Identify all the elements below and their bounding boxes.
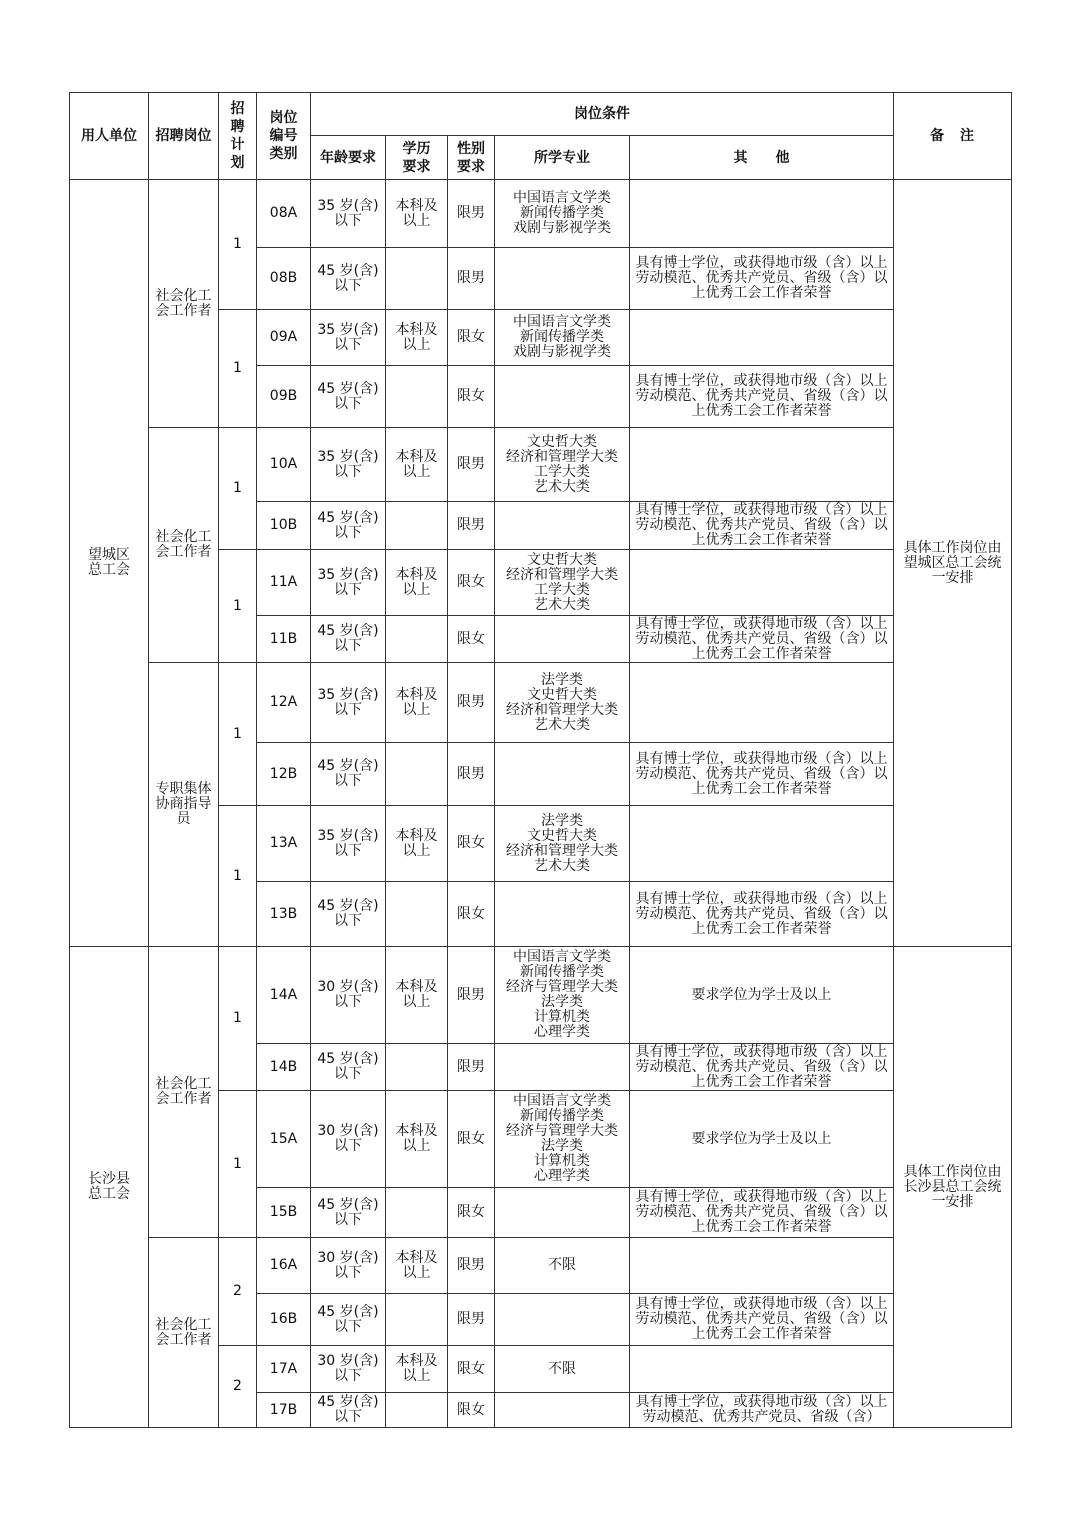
gender-cell: 限男 (448, 947, 495, 1044)
table-row (70, 180, 1012, 248)
plan-cell: 1 (219, 310, 257, 428)
other-cell (630, 428, 894, 502)
age-cell: 45 岁(含) 以下 (311, 1393, 386, 1428)
gender-cell: 限女 (448, 882, 495, 947)
header-position: 招聘岗位 (149, 93, 219, 180)
edu-cell (386, 1044, 448, 1091)
major-cell (495, 1393, 630, 1428)
major-cell: 中国语言文学类 新闻传播学类 经济与管理学大类 法学类 计算机类 心理学类 (495, 947, 630, 1044)
plan-cell: 1 (219, 947, 257, 1091)
gender-cell: 限女 (448, 1393, 495, 1428)
code-cell: 11B (257, 616, 311, 663)
major-cell: 文史哲大类 经济和管理学大类 工学大类 艺术大类 (495, 550, 630, 616)
code-cell: 10B (257, 502, 311, 550)
gender-cell: 限女 (448, 1346, 495, 1393)
major-cell (495, 502, 630, 550)
other-cell: 具有博士学位，或获得地市级（含）以上劳动模范、优秀共产党员、省级（含）以上优秀工会工作者荣誉 (630, 882, 894, 947)
gender-cell: 限男 (448, 502, 495, 550)
header-major: 所学专业 (495, 136, 630, 180)
major-cell (495, 1044, 630, 1091)
major-cell: 中国语言文学类 新闻传播学类 经济与管理学大类 法学类 计算机类 心理学类 (495, 1091, 630, 1188)
table-row (70, 663, 1012, 743)
edu-cell (386, 248, 448, 310)
code-cell: 14A (257, 947, 311, 1044)
gender-cell: 限女 (448, 1188, 495, 1238)
other-cell: 具有博士学位，或获得地市级（含）以上劳动模范、优秀共产党员、省级（含）以上优秀工会工作者荣誉 (630, 248, 894, 310)
age-cell: 35 岁(含) 以下 (311, 663, 386, 743)
other-cell: 具有博士学位，或获得地市级（含）以上劳动模范、优秀共产党员、省级（含）以上优秀工会工作者荣誉 (630, 616, 894, 663)
major-cell: 文史哲大类 经济和管理学大类 工学大类 艺术大类 (495, 428, 630, 502)
gender-cell: 限男 (448, 663, 495, 743)
other-cell: 要求学位为学士及以上 (630, 947, 894, 1044)
code-cell: 09A (257, 310, 311, 366)
age-cell: 30 岁(含) 以下 (311, 1238, 386, 1294)
age-cell: 45 岁(含) 以下 (311, 248, 386, 310)
other-cell: 具有博士学位，或获得地市级（含）以上劳动模范、优秀共产党员、省级（含）以上优秀工会工作者荣誉 (630, 1294, 894, 1346)
code-cell: 16B (257, 1294, 311, 1346)
major-cell: 中国语言文学类 新闻传播学类 戏剧与影视学类 (495, 180, 630, 248)
age-cell: 35 岁(含) 以下 (311, 428, 386, 502)
age-cell: 45 岁(含) 以下 (311, 882, 386, 947)
age-cell: 35 岁(含) 以下 (311, 180, 386, 248)
code-cell: 16A (257, 1238, 311, 1294)
plan-cell: 1 (219, 550, 257, 663)
gender-cell: 限男 (448, 428, 495, 502)
edu-cell (386, 366, 448, 428)
age-cell: 45 岁(含) 以下 (311, 502, 386, 550)
plan-cell: 2 (219, 1346, 257, 1428)
age-cell: 35 岁(含) 以下 (311, 310, 386, 366)
major-cell (495, 1294, 630, 1346)
code-cell: 11A (257, 550, 311, 616)
code-cell: 09B (257, 366, 311, 428)
header-edu: 学历 要求 (386, 136, 448, 180)
edu-cell: 本科及 以上 (386, 806, 448, 882)
major-cell: 中国语言文学类 新闻传播学类 戏剧与影视学类 (495, 310, 630, 366)
major-cell (495, 1188, 630, 1238)
other-cell: 具有博士学位，或获得地市级（含）以上劳动模范、优秀共产党员、省级（含）以上优秀工会工作者荣誉 (630, 743, 894, 806)
edu-cell: 本科及 以上 (386, 428, 448, 502)
edu-cell: 本科及 以上 (386, 947, 448, 1044)
edu-cell (386, 1294, 448, 1346)
other-cell (630, 806, 894, 882)
plan-cell: 1 (219, 806, 257, 947)
position-cell: 社会化工 会工作者 (149, 180, 219, 428)
gender-cell: 限男 (448, 743, 495, 806)
plan-cell: 1 (219, 428, 257, 550)
age-cell: 45 岁(含) 以下 (311, 1188, 386, 1238)
edu-cell (386, 1188, 448, 1238)
position-cell: 社会化工 会工作者 (149, 1238, 219, 1428)
edu-cell: 本科及 以上 (386, 663, 448, 743)
gender-cell: 限男 (448, 1044, 495, 1091)
plan-cell: 1 (219, 180, 257, 310)
code-cell: 10A (257, 428, 311, 502)
major-cell (495, 366, 630, 428)
age-cell: 30 岁(含) 以下 (311, 947, 386, 1044)
header-age: 年龄要求 (311, 136, 386, 180)
major-cell: 法学类 文史哲大类 经济和管理学大类 艺术大类 (495, 663, 630, 743)
other-cell: 具有博士学位，或获得地市级（含）以上劳动模范、优秀共产党员、省级（含） (630, 1393, 894, 1428)
major-cell (495, 743, 630, 806)
remark-cell: 具体工作岗位由 望城区总工会统 一安排 (894, 180, 1012, 947)
header-unit: 用人单位 (70, 93, 149, 180)
gender-cell: 限女 (448, 806, 495, 882)
plan-cell: 2 (219, 1238, 257, 1346)
header-code: 岗位 编号 类别 (257, 93, 311, 180)
position-cell: 专职集体 协商指导 员 (149, 663, 219, 947)
edu-cell (386, 502, 448, 550)
age-cell: 45 岁(含) 以下 (311, 1294, 386, 1346)
major-cell: 法学类 文史哲大类 经济和管理学大类 艺术大类 (495, 806, 630, 882)
other-cell: 具有博士学位，或获得地市级（含）以上劳动模范、优秀共产党员、省级（含）以上优秀工会工作者荣誉 (630, 502, 894, 550)
other-cell: 具有博士学位，或获得地市级（含）以上劳动模范、优秀共产党员、省级（含）以上优秀工会工作者荣誉 (630, 1188, 894, 1238)
gender-cell: 限女 (448, 366, 495, 428)
other-cell: 具有博士学位，或获得地市级（含）以上劳动模范、优秀共产党员、省级（含）以上优秀工会工作者荣誉 (630, 1044, 894, 1091)
edu-cell: 本科及 以上 (386, 1238, 448, 1294)
age-cell: 45 岁(含) 以下 (311, 366, 386, 428)
edu-cell (386, 743, 448, 806)
unit-cell: 望城区 总工会 (70, 180, 149, 947)
other-cell: 具有博士学位，或获得地市级（含）以上劳动模范、优秀共产党员、省级（含）以上优秀工会工作者荣誉 (630, 366, 894, 428)
header-plan: 招 聘 计 划 (219, 93, 257, 180)
header-conditions: 岗位条件 (311, 93, 894, 136)
edu-cell (386, 882, 448, 947)
age-cell: 35 岁(含) 以下 (311, 550, 386, 616)
gender-cell: 限男 (448, 1238, 495, 1294)
other-cell (630, 1346, 894, 1393)
edu-cell: 本科及 以上 (386, 1346, 448, 1393)
gender-cell: 限男 (448, 180, 495, 248)
age-cell: 45 岁(含) 以下 (311, 616, 386, 663)
edu-cell: 本科及 以上 (386, 310, 448, 366)
gender-cell: 限女 (448, 1091, 495, 1188)
position-cell: 社会化工 会工作者 (149, 428, 219, 663)
age-cell: 30 岁(含) 以下 (311, 1346, 386, 1393)
table-row (70, 1238, 1012, 1294)
table-row (70, 947, 1012, 1044)
code-cell: 13B (257, 882, 311, 947)
other-cell (630, 550, 894, 616)
code-cell: 17A (257, 1346, 311, 1393)
plan-cell: 1 (219, 1091, 257, 1238)
edu-cell: 本科及 以上 (386, 1091, 448, 1188)
code-cell: 08A (257, 180, 311, 248)
code-cell: 17B (257, 1393, 311, 1428)
gender-cell: 限男 (448, 248, 495, 310)
age-cell: 45 岁(含) 以下 (311, 1044, 386, 1091)
edu-cell: 本科及 以上 (386, 180, 448, 248)
code-cell: 08B (257, 248, 311, 310)
plan-cell: 1 (219, 663, 257, 806)
other-cell (630, 310, 894, 366)
header-remark: 备 注 (894, 93, 1012, 180)
code-cell: 12A (257, 663, 311, 743)
other-cell (630, 1238, 894, 1294)
gender-cell: 限男 (448, 1294, 495, 1346)
code-cell: 15B (257, 1188, 311, 1238)
unit-cell: 长沙县 总工会 (70, 947, 149, 1428)
table-row (70, 428, 1012, 502)
major-cell: 不限 (495, 1346, 630, 1393)
age-cell: 45 岁(含) 以下 (311, 743, 386, 806)
other-cell (630, 180, 894, 248)
code-cell: 12B (257, 743, 311, 806)
code-cell: 14B (257, 1044, 311, 1091)
major-cell: 不限 (495, 1238, 630, 1294)
recruitment-table (69, 92, 1012, 1428)
other-cell: 要求学位为学士及以上 (630, 1091, 894, 1188)
edu-cell: 本科及 以上 (386, 550, 448, 616)
edu-cell (386, 1393, 448, 1428)
major-cell (495, 616, 630, 663)
code-cell: 15A (257, 1091, 311, 1188)
gender-cell: 限女 (448, 550, 495, 616)
code-cell: 13A (257, 806, 311, 882)
gender-cell: 限女 (448, 616, 495, 663)
edu-cell (386, 616, 448, 663)
gender-cell: 限女 (448, 310, 495, 366)
major-cell (495, 882, 630, 947)
header-other: 其 他 (630, 136, 894, 180)
header-gender: 性别 要求 (448, 136, 495, 180)
other-cell (630, 663, 894, 743)
remark-cell: 具体工作岗位由 长沙县总工会统 一安排 (894, 947, 1012, 1428)
major-cell (495, 248, 630, 310)
position-cell: 社会化工 会工作者 (149, 947, 219, 1238)
age-cell: 35 岁(含) 以下 (311, 806, 386, 882)
age-cell: 30 岁(含) 以下 (311, 1091, 386, 1188)
